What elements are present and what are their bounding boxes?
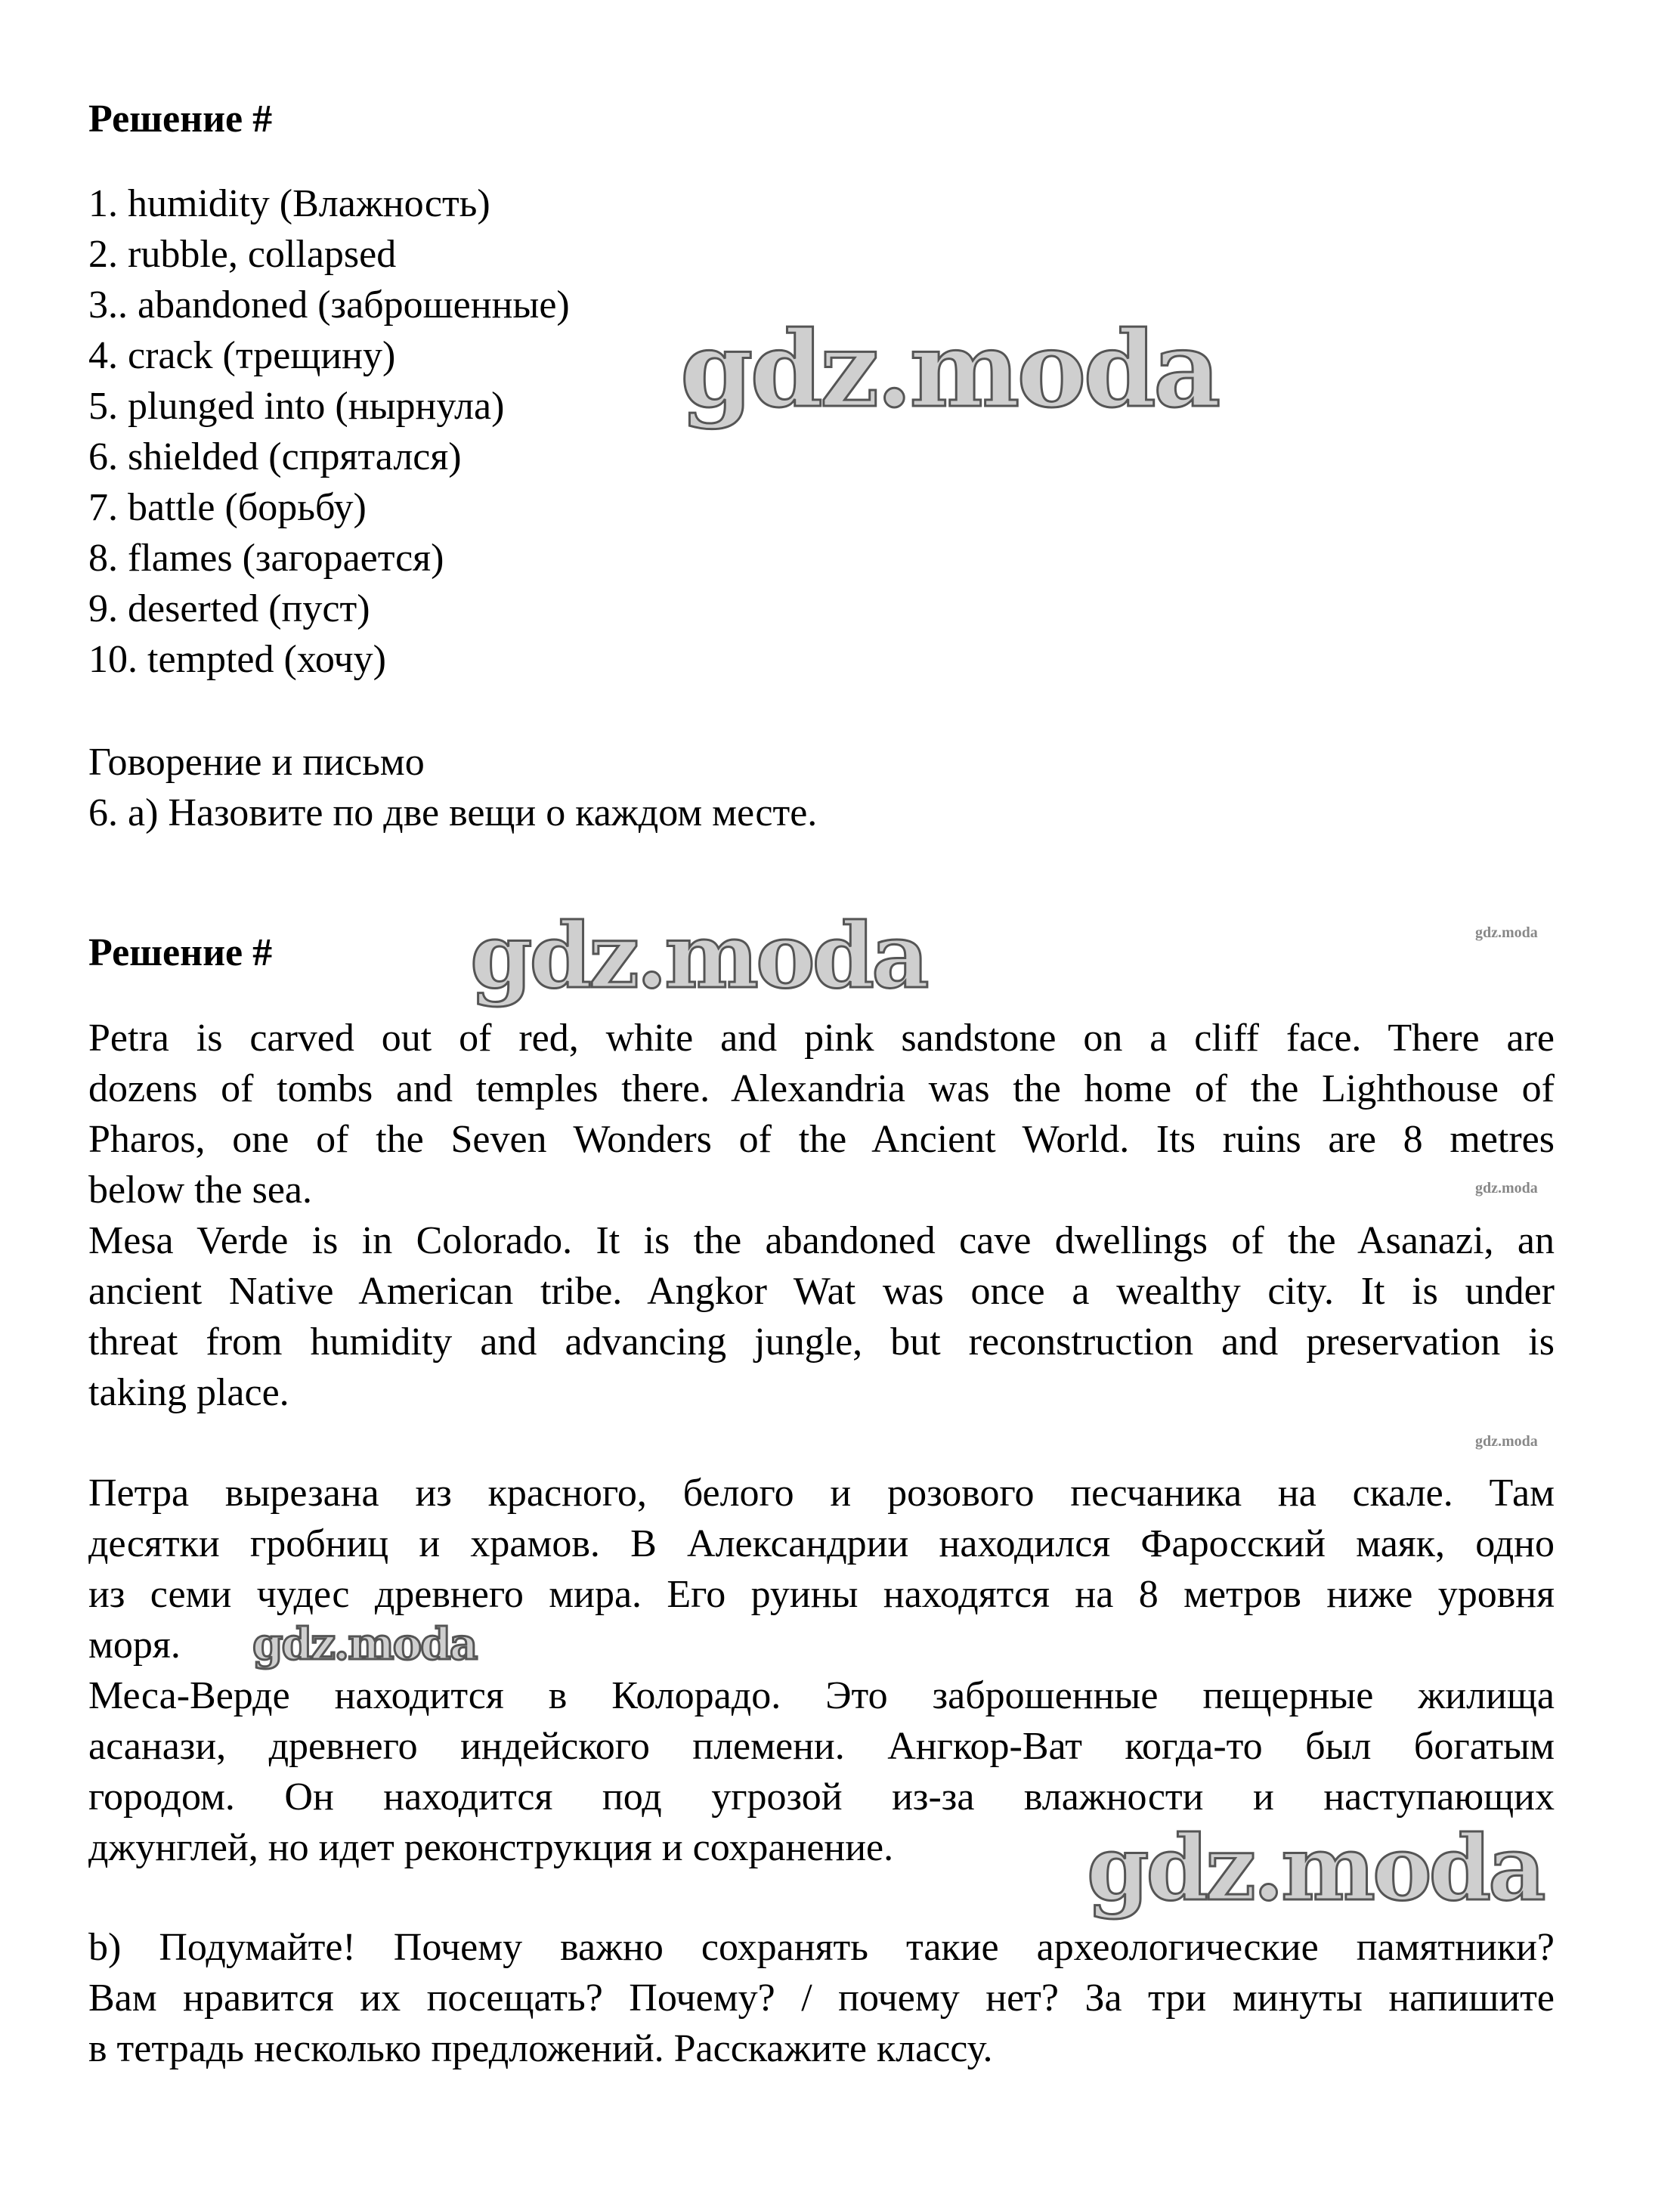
watermark-small: gdz.moda: [1475, 1433, 1538, 1450]
task-6a: 6. а) Назовите по две вещи о каждом месте.: [88, 791, 818, 834]
english-line: Pharos, one of the Seven Wonders of the Ancient World. Its ruins are 8 metres: [88, 1118, 1555, 1161]
english-line: ancient Native American tribe. Angkor Wat was once a wealthy city. It is under: [88, 1270, 1555, 1313]
watermark-small: gdz.moda: [1475, 1180, 1538, 1196]
watermark-logo: gdz.moda: [470, 903, 927, 1008]
answer-item: 10. tempted (хочу): [88, 638, 386, 681]
watermark-logo: gdz.moda: [252, 1618, 477, 1670]
solution-heading: Решение #: [88, 931, 273, 974]
watermark-logo: gdz.moda: [1087, 1816, 1543, 1921]
task-6b-line: в тетрадь несколько предложений. Расскажите классу.: [88, 2027, 993, 2070]
solution-heading: Решение #: [88, 98, 273, 141]
answer-item: 9. deserted (пуст): [88, 587, 370, 630]
answer-item: 4. crack (трещину): [88, 334, 396, 377]
watermark-logo: gdz.moda: [680, 308, 1218, 431]
russian-line: джунглей, но идет реконструкция и сохранение.: [88, 1826, 894, 1869]
russian-line: асанази, древнего индейского племени. Ангкор-Ват когда-то был богатым: [88, 1725, 1555, 1768]
english-line: dozens of tombs and temples there. Alexandria was the home of the Lighthouse of: [88, 1067, 1555, 1110]
russian-line: Петра вырезана из красного, белого и розового песчаника на скале. Там: [88, 1472, 1555, 1515]
answer-item: 6. shielded (спрятался): [88, 435, 462, 478]
english-line: taking place.: [88, 1371, 289, 1414]
task-6b-line: Вам нравится их посещать? Почему? / почему нет? За три минуты напишите: [88, 1977, 1555, 2020]
watermark-small: gdz.moda: [1475, 924, 1538, 941]
task-6b-line: b) Подумайте! Почему важно сохранять такие археологические памятники?: [88, 1926, 1555, 1969]
answer-item: 5. plunged into (нырнула): [88, 385, 505, 428]
russian-line: десятки гробниц и храмов. В Александрии находился Фаросский маяк, одно: [88, 1522, 1555, 1565]
russian-line: из семи чудес древнего мира. Его руины находятся на 8 метров ниже уровня: [88, 1573, 1555, 1616]
answer-item: 3.. abandoned (заброшенные): [88, 283, 570, 327]
english-line: Mesa Verde is in Colorado. It is the abandoned cave dwellings of the Asanazi, an: [88, 1219, 1555, 1262]
answer-item: 1. humidity (Влажность): [88, 182, 490, 225]
english-line: threat from humidity and advancing jungle, but reconstruction and preservation is: [88, 1320, 1555, 1364]
english-line: Petra is carved out of red, white and pink sandstone on a cliff face. There are: [88, 1017, 1555, 1060]
answer-item: 2. rubble, collapsed: [88, 233, 397, 276]
answer-item: 7. battle (борьбу): [88, 486, 367, 529]
russian-line: Меса-Верде находится в Колорадо. Это заброшенные пещерные жилища: [88, 1674, 1555, 1717]
russian-line: городом. Он находится под угрозой из-за влажности и наступающих: [88, 1775, 1555, 1819]
task-title: Говорение и письмо: [88, 741, 425, 784]
answer-item: 8. flames (загорается): [88, 537, 444, 580]
russian-line: моря.: [88, 1624, 181, 1667]
english-line: below the sea.: [88, 1169, 313, 1212]
